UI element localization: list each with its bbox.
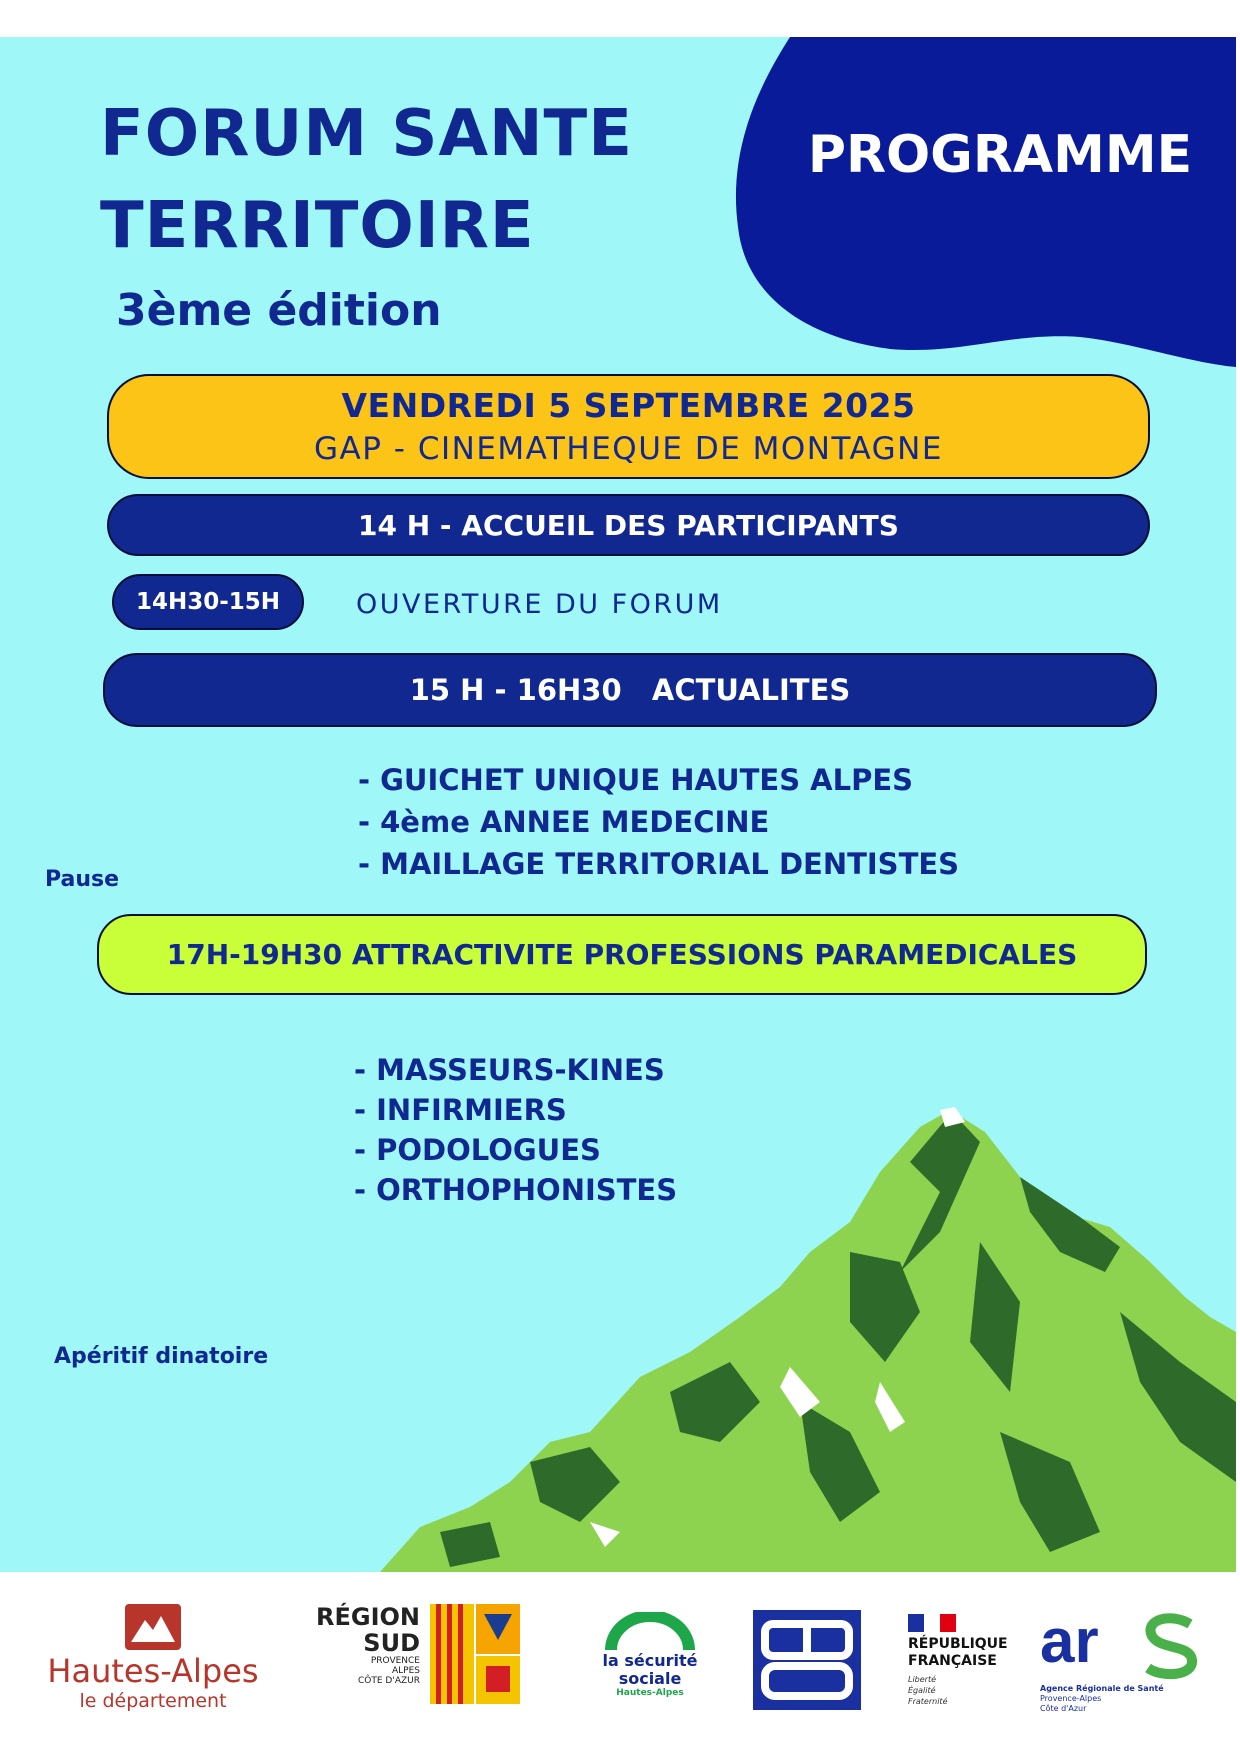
paramedical-banner — [97, 914, 1147, 995]
securite-sociale-arc-icon — [605, 1612, 695, 1652]
marianne-flag-icon — [908, 1614, 958, 1632]
actualites-label: 15 H - 16H30 ACTUALITES — [409, 673, 851, 707]
pause-note: Pause — [45, 867, 120, 892]
ars-sub-3: Côte d'Azur — [1040, 1704, 1087, 1713]
hautes-alpes-name: Hautes-Alpes — [47, 1652, 259, 1690]
svg-text:ar: ar — [1040, 1610, 1099, 1676]
region-sub-2: ALPES — [392, 1666, 420, 1676]
list-item: - MASSEURS-KINES — [354, 1053, 665, 1087]
programme-badge: PROGRAMME — [807, 125, 1193, 185]
region-sud-label: SUD — [363, 1629, 420, 1657]
region-sub-3: CÔTE D'AZUR — [358, 1676, 420, 1686]
rf-motto-3: Fraternité — [908, 1697, 948, 1706]
event-venue: GAP - CINEMATHEQUE DE MONTAGNE — [314, 431, 943, 467]
mountain-illustration — [380, 1102, 1236, 1572]
hautes-alpes-emblem-icon — [123, 1602, 183, 1652]
accueil-label: 14 H - ACCUEIL DES PARTICIPANTS — [358, 508, 899, 542]
date-venue-banner — [107, 374, 1150, 479]
title-line-2: TERRITOIRE — [100, 189, 535, 263]
list-item: - PODOLOGUES — [354, 1133, 601, 1167]
republique-francaise-logo — [908, 1614, 1018, 1724]
opening-time: 14H30-15H — [135, 589, 281, 615]
securite-line-1: la sécurité — [602, 1651, 698, 1670]
rf-line-1: RÉPUBLIQUE — [908, 1636, 1008, 1652]
ars-sub-2: Provence-Alpes — [1040, 1694, 1102, 1703]
ars-sub-1: Agence Régionale de Santé — [1040, 1684, 1164, 1693]
list-item: - 4ème ANNEE MEDECINE — [358, 805, 770, 839]
hautes-alpes-subtitle: le département — [79, 1690, 227, 1712]
region-sub-1: PROVENCE — [370, 1656, 420, 1666]
rf-line-2: FRANÇAISE — [908, 1653, 997, 1669]
poster — [0, 37, 1236, 1572]
ars-logo — [1040, 1610, 1210, 1720]
opening-time-chip — [112, 574, 304, 630]
securite-sociale-logo — [590, 1612, 710, 1722]
event-date: VENDREDI 5 SEPTEMBRE 2025 — [341, 386, 916, 425]
hautes-alpes-logo — [28, 1602, 278, 1722]
ars-wordmark-icon — [1040, 1610, 1210, 1680]
actualites-banner — [103, 653, 1157, 727]
edition-subtitle: 3ème édition — [116, 285, 442, 336]
list-item: - MAILLAGE TERRITORIAL DENTISTES — [358, 847, 960, 881]
securite-subtitle: Hautes-Alpes — [616, 1688, 684, 1698]
rf-motto-1: Liberté — [908, 1675, 937, 1684]
paramedical-label: 17H-19H30 ATTRACTIVITE PROFESSIONS PARAMEDICALES — [166, 938, 1078, 971]
region-flag-icon — [430, 1604, 520, 1704]
rf-motto-2: Égalité — [908, 1686, 936, 1695]
accueil-banner — [107, 494, 1150, 556]
region-sud-logo — [296, 1604, 526, 1714]
msa-mark-icon — [753, 1610, 861, 1710]
list-item: - INFIRMIERS — [354, 1093, 567, 1127]
list-item: - GUICHET UNIQUE HAUTES ALPES — [358, 763, 914, 797]
aperitif-note: Apéritif dinatoire — [54, 1344, 269, 1369]
securite-line-2: sociale — [618, 1669, 682, 1688]
partner-logos-strip — [0, 1572, 1240, 1755]
title-line-1: FORUM SANTE — [100, 97, 633, 171]
msa-logo — [753, 1610, 861, 1710]
region-label: RÉGION — [316, 1603, 420, 1631]
opening-label: OUVERTURE DU FORUM — [356, 589, 723, 620]
actualites-list — [358, 759, 959, 885]
list-item: - ORTHOPHONISTES — [354, 1173, 678, 1207]
